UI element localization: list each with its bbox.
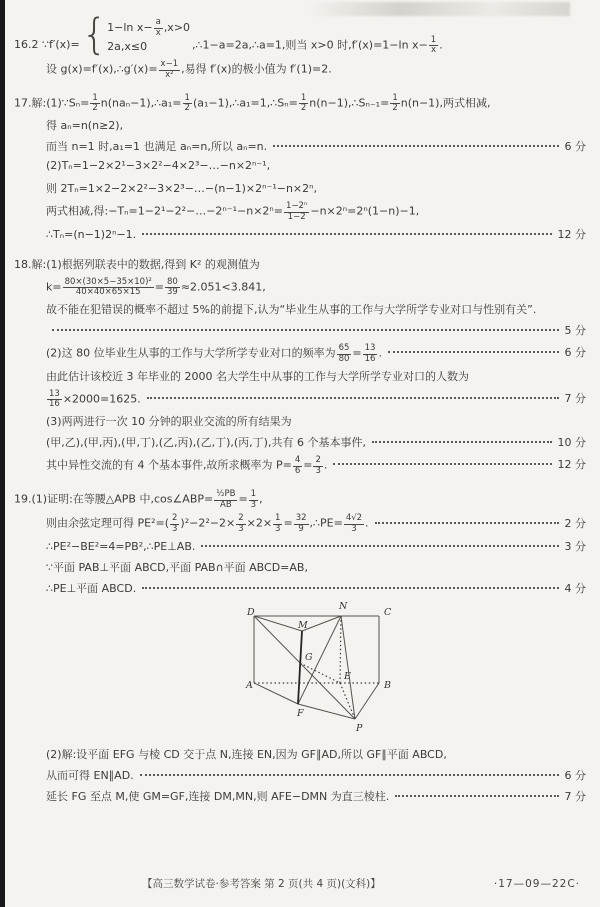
fraction: $\frac{32}{9}$: [295, 513, 307, 535]
line-text: (甲,乙),(甲,丙),(甲,丁),(乙,丙),(乙,丁),(丙,丁),共有 6 个基本事件,: [46, 436, 366, 450]
dotted-leader: [372, 441, 552, 443]
fraction: $\frac{4√2}{3}$: [345, 513, 363, 535]
vertex-label-A: A: [246, 679, 253, 691]
dotted-leader: [388, 351, 559, 353]
fraction: $\frac{1}{2}$: [92, 92, 98, 114]
fraction: $\frac{1}{3}$: [250, 488, 257, 510]
fraction: $\frac{2}{3}$: [238, 513, 244, 535]
score-badge: 12 分: [557, 458, 586, 472]
solution-line: [14, 387, 594, 412]
fraction: $\frac{\text{80×(30×5−35×10)²}}{40\times 40\times 65\times 15}$: [64, 276, 152, 298]
solution-section-16: [14, 10, 594, 82]
solution-line: [14, 765, 594, 786]
line-text: 而当 n=1 时,a₁=1 也满足 aₙ=n,所以 aₙ=n.: [46, 140, 268, 154]
dotted-leader: [142, 233, 551, 235]
vertex-label-D: D: [247, 606, 255, 618]
line-text: 延长 FG 至点 M,使 GM=GF,连接 DM,MN,则 AFE−DMN 为直三棱柱.: [46, 789, 390, 803]
line-text: ∴Tₙ=(n−1)2ⁿ−1.: [46, 227, 137, 241]
geometry-diagram: [192, 601, 432, 739]
line-text: 两式相减,得:−Tₙ=1−2¹−2²−…−2ⁿ⁻¹−n×2ⁿ= $\frac{\text{1−2ⁿ}}{1-2}$ −n×2ⁿ=2ⁿ(1−n)−1,: [46, 201, 420, 222]
fraction: $\frac{2}{3}$: [315, 455, 321, 476]
solution-line: [14, 254, 594, 275]
line-text: ,∴1−a=2a,∴a=1,则当 x>0 时,f′(x)=1−ln x− $\frac{1}{x}$ .: [192, 34, 443, 56]
line-text: $\frac{13}{16}$ ×2000=1625.: [49, 388, 141, 410]
vertex-label-E: E: [344, 670, 351, 682]
footer-exam-title: 【高三数学试卷·参考答案 第 2 页(共 4 页)(文科)】: [142, 878, 381, 890]
fraction: $\frac{65}{80}$: [338, 343, 350, 364]
edge-GE: [300, 663, 340, 683]
edge-BP: [355, 683, 379, 719]
solution-line: [14, 578, 594, 599]
dotted-leader: [201, 545, 558, 547]
solution-line: [14, 299, 594, 320]
line-text: k= $\frac{\text{80×(30×5−35×10)²}}{40\times 40\times 65\times 15}$ = $\frac{80}{39}$ ≈2.051<3.841,: [46, 276, 266, 298]
case-row: 1−ln x− $\frac{a}{x}$ ,x>0: [107, 17, 191, 38]
solution-line: [14, 511, 594, 536]
dotted-leader: [333, 463, 551, 465]
score-badge: 6 分: [564, 140, 586, 154]
solution-line: [14, 224, 594, 245]
solution-section-17: [14, 91, 594, 245]
solution-line: [14, 178, 594, 199]
dotted-leader: [395, 795, 558, 797]
line-text: 设 g(x)=f′(x),∴g′(x)= $\frac{x-1}{\text{x²}}$ ,易得 f′(x)的极小值为 f′(1)=2.: [46, 59, 332, 80]
score-badge: 4 分: [564, 581, 586, 595]
score-badge: 10 分: [557, 436, 586, 450]
solution-line: [14, 432, 594, 453]
vertex-label-P: P: [356, 722, 363, 734]
score-badge: 3 分: [564, 539, 586, 553]
fraction: $\frac{1}{2}$: [392, 92, 398, 114]
edge-MF: [298, 631, 302, 704]
fraction: $\frac{4}{6}$: [294, 455, 301, 476]
line-text: 17.解:(1)∵Sₙ= $\frac{1}{2}$ n(naₙ−1),∴a₁= $\frac{1}{2}$ (a₁−1),∴a₁=1,∴Sₙ= $\frac{1}{2}$ n(n−1),∴Sₙ₋₁= $\frac{1}{2}$ n(n−1),两式相减,: [14, 92, 491, 114]
solution-line: [14, 366, 594, 387]
line-text: 故不能在犯错误的概率不超过 5%的前提下,认为“毕业生从事的工作与大学所学专业对口与性别有关”.: [46, 303, 537, 317]
solution-line: [14, 320, 594, 341]
line-text: 由此估计该校近 3 年毕业的 2000 名大学生中从事的工作与大学所学专业对口的人数为: [46, 369, 469, 383]
line-text: 则由余弦定理可得 PE²=( $\frac{2}{3}$ )²−2²−2× $\frac{2}{3}$ ×2× $\frac{1}{3}$ = $\frac{32}{9}$ ,∴PE= $\frac{4√2}{3}$ .: [46, 513, 369, 535]
line-text: 得 aₙ=n(n≥2),: [46, 119, 124, 133]
score-badge: 7 分: [564, 391, 586, 405]
vertex-label-B: B: [384, 679, 391, 691]
dotted-leader: [140, 774, 559, 776]
fraction: $\frac{13}{16}$: [49, 388, 60, 410]
line-text: 则 2Tₙ=1×2−2×2²−3×2³−…−(n−1)×2ⁿ⁻¹−n×2ⁿ,: [46, 182, 318, 196]
solution-line: [14, 275, 594, 300]
line-text: ∴PE⊥平面 ABCD.: [46, 581, 137, 595]
line-text: (2)解:设平面 EFG 与棱 CD 交于点 N,连接 EN,因为 GF∥AD,所以 GF∥平面 ABCD,: [46, 747, 447, 761]
fraction: $\frac{2}{3}$: [172, 513, 178, 535]
line-text: (3)两两进行一次 10 分钟的职业交流的所有结果为: [46, 415, 292, 429]
solution-line: [14, 487, 594, 512]
cases-brace: {: [81, 10, 108, 59]
line-text: ∴PE²−BE²=4=PB²,∴PE⊥AB.: [46, 539, 196, 553]
solution-line: [14, 115, 594, 136]
fraction: $\frac{a}{x}$: [155, 17, 161, 38]
line-text: 其中异性交流的有 4 个基本事件,故所求概率为 P= $\frac{4}{6}$ = $\frac{2}{3}$ .: [46, 455, 328, 476]
solution-line: [14, 536, 594, 557]
footer-code: ·17—09—22C·: [493, 877, 580, 890]
vertex-label-M: M: [298, 619, 308, 631]
scan-artifact: [310, 2, 570, 16]
solution-line: [14, 341, 594, 366]
dotted-leader: [147, 397, 559, 399]
solution-line: [14, 557, 594, 578]
line-text: (2)Tₙ=1−2×2¹−3×2²−4×2³−…−n×2ⁿ⁻¹,: [46, 159, 271, 173]
fraction: $\frac{\text{½PB}}{AB}$: [216, 488, 236, 510]
solution-line: [14, 453, 594, 478]
edge-FP: [298, 704, 355, 719]
solution-line: [14, 411, 594, 432]
solution-line: [14, 10, 594, 59]
score-badge: 2 分: [564, 516, 586, 530]
page-footer: [0, 876, 600, 907]
cases-expression: [81, 10, 191, 59]
line-text: (2)这 80 位毕业生从事的工作与大学所学专业对口的频率为 $\frac{65}{80}$ = $\frac{13}{16}$ .: [46, 343, 382, 364]
fraction: $\frac{x-1}{\text{x²}}$: [160, 59, 179, 80]
fraction: $\frac{1}{2}$: [184, 92, 190, 114]
solution-line: [14, 744, 594, 765]
vertex-label-C: C: [384, 606, 392, 618]
line-text: 18.解:(1)根据列联表中的数据,得到 K² 的观测值为: [14, 257, 260, 271]
line-text: 16.2 ∵f′(x)=: [14, 37, 80, 51]
vertex-label-G: G: [305, 651, 313, 663]
solution-line: [14, 57, 594, 82]
dotted-leader: [273, 145, 558, 147]
line-text: ∵平面 PAB⊥平面 ABCD,平面 PAB∩平面 ABCD=AB,: [46, 560, 308, 574]
solution-line: [14, 786, 594, 807]
fraction: $\frac{1}{2}$: [300, 92, 307, 114]
score-badge: 12 分: [557, 227, 586, 241]
case-row: 2a,x≤0: [107, 39, 148, 53]
edge-DP: [254, 616, 355, 719]
fraction: $\frac{1}{3}$: [275, 513, 281, 535]
score-badge: 6 分: [564, 346, 586, 360]
solution-line: [14, 199, 594, 224]
fraction: $\frac{\text{1−2ⁿ}}{1-2}$: [286, 201, 308, 222]
line-text: 从而可得 EN∥AD.: [46, 768, 134, 782]
edge-NE: [340, 616, 341, 683]
scan-left-border: [0, 0, 5, 907]
score-badge: 7 分: [564, 789, 586, 803]
dotted-leader: [375, 522, 559, 524]
solution-section-18: [14, 254, 594, 478]
fraction: $\frac{1}{x}$: [430, 34, 437, 56]
fraction: $\frac{80}{39}$: [167, 276, 178, 298]
solution-line: [14, 157, 594, 178]
score-badge: 5 分: [564, 324, 586, 338]
edge-NP: [341, 616, 355, 719]
diagram-container: [192, 601, 594, 742]
line-text: 19.(1)证明:在等腰△APB 中,cos∠ABP= $\frac{\text{½PB}}{AB}$ = $\frac{1}{3}$ ,: [14, 488, 263, 510]
fraction: $\frac{13}{16}$: [364, 343, 376, 364]
edge-AF: [254, 683, 298, 704]
vertex-label-N: N: [339, 600, 348, 612]
solution-line: [14, 91, 594, 116]
score-badge: 6 分: [564, 768, 586, 782]
solution-section-19: [14, 487, 594, 807]
vertex-label-F: F: [297, 707, 304, 719]
dotted-leader: [142, 587, 558, 589]
solution-line: [14, 136, 594, 157]
dotted-leader: [52, 329, 559, 331]
